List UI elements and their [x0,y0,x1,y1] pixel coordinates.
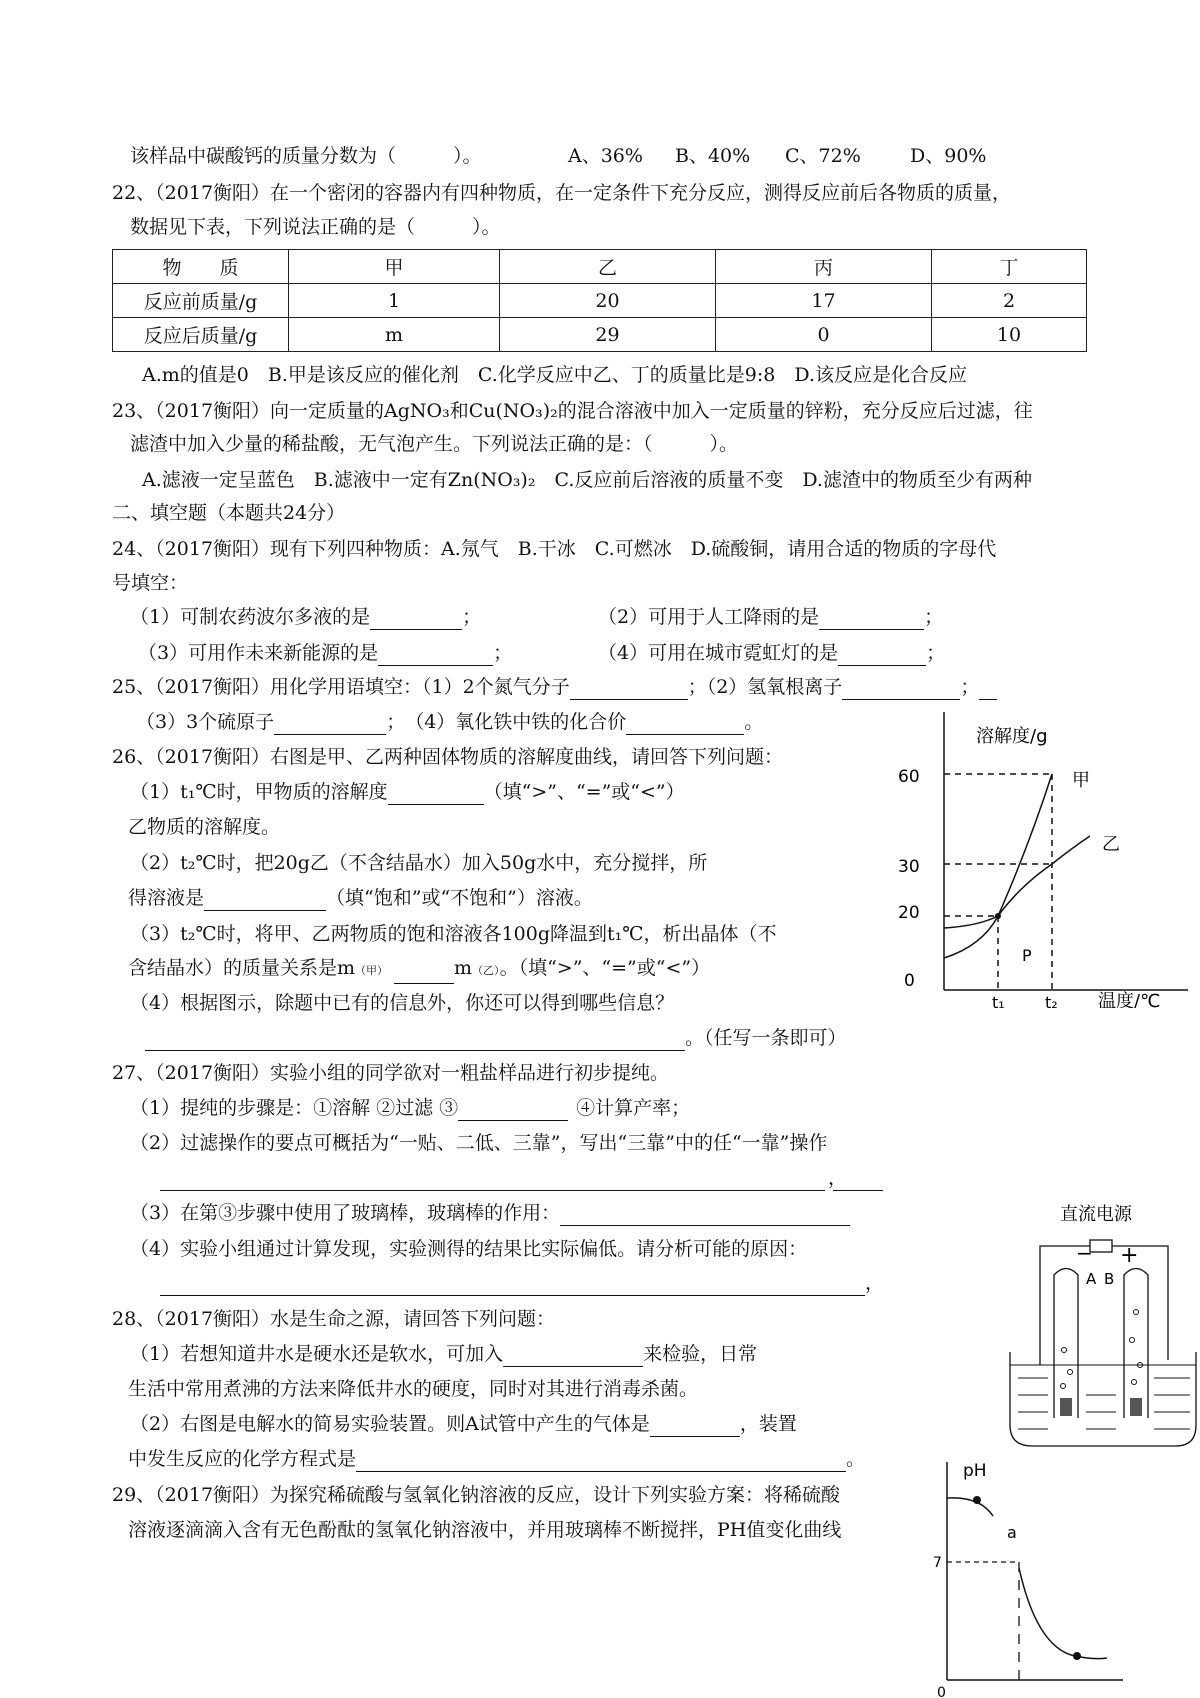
table-row [113,318,1087,352]
q26-stem: 26、（2017衡阳）右图是甲、乙两种固体物质的溶解度曲线，请回答下列问题： [112,746,784,768]
q21-option-b: B、40% [675,145,751,167]
table-header-row [113,250,1087,284]
tube-a-label: A [1086,1270,1097,1288]
q23-options: A.滤液一定呈蓝色 B.滤液中一定有Zn(NO₃)₂ C.反应前后溶液的质量不变 D.滤渣中的物质至少有两种 [142,469,1032,491]
table-cell: 反应后质量/g [113,318,289,352]
table-cell: 反应前质量/g [113,284,289,318]
answer-blank[interactable] [370,609,462,630]
gas-bubble [1061,1384,1066,1389]
y-axis-label: 溶解度/g [976,726,1048,747]
q26-item-1-cont: 乙物质的溶解度。 [128,816,281,838]
gas-bubble [1062,1348,1067,1353]
q24-item-4: （4）可用在城市霓虹灯的是 ； [598,642,946,664]
test-tube-b [1124,1269,1148,1419]
q24-item-3: （3）可用作未来新能源的是 ； [138,642,513,664]
tube-b-label: B [1104,1270,1115,1288]
q27-stem: 27、（2017衡阳）实验小组的同学欲对一粗盐样品进行初步提纯。 [112,1062,670,1084]
electrolysis-apparatus-figure [1008,1200,1198,1450]
q28-item-1: （1）若想知道井水是硬水还是软水，可加入 来检验，日常 [130,1343,758,1365]
x-axis-label: 温度/℃ [1098,991,1161,1008]
answer-blank[interactable] [274,714,386,735]
y-axis-label: pH [963,1461,987,1481]
gas-bubble [1068,1370,1073,1375]
q22-options: A.m的值是0 B.甲是该反应的催化剂 C.化学反应中乙、丁的质量比是9:8 D.该反应是化合反应 [142,364,967,386]
table-header-cell: 丙 [716,250,932,284]
answer-blank[interactable] [160,1170,825,1191]
electrode-b [1130,1398,1142,1416]
q27-item-3: （3）在第③步骤中使用了玻璃棒，玻璃棒的作用： [130,1200,850,1226]
curve-yi [944,836,1090,928]
q28-item-2-cont: 中发生反应的化学方程式是 。 [128,1448,866,1470]
table-header-cell: 乙 [500,250,716,284]
q28-item-2: （2）右图是电解水的简易实验装置。则A试管中产生的气体是 ，装置 [130,1413,797,1435]
table-cell: 29 [500,318,716,352]
answer-blank[interactable] [503,1346,643,1367]
test-tube-a [1054,1269,1078,1419]
q24-item-1: （1）可制农药波尔多液的是 ； [130,606,482,628]
y-tick-label: 60 [898,767,920,787]
q24-item-2: （2）可用于人工降雨的是 ； [598,606,944,628]
minus-sign: − [1076,1241,1093,1265]
q21-option-d: D、90% [910,145,987,167]
water-trough [1010,1352,1196,1446]
answer-blank[interactable] [626,714,744,735]
q26-item-3: （3）t₂℃时，将甲、乙两物质的饱和溶液各100g降温到t₁℃，析出晶体（不 [130,923,777,945]
q23-stem-line1: 23、（2017衡阳）向一定质量的AgNO₃和Cu(NO₃)₂的混合溶液中加入一定质量的锌粉，充分反应后过滤，往 [112,400,1033,422]
table-cell: 20 [500,284,716,318]
answer-blank[interactable] [378,645,493,666]
point-p-label: P [1022,946,1032,965]
answer-blank[interactable] [570,679,688,700]
x-tick-label: t₂ [1045,993,1058,1008]
y-tick-label: 20 [898,903,920,923]
q26-item-2-cont: 得溶液是 （填“饱和”或“不饱和”）溶液。 [128,887,593,909]
answer-blank[interactable] [160,1275,865,1296]
q27-item-2-answer: ， [160,1165,883,1191]
table-header-cell: 丁 [932,250,1087,284]
answer-blank[interactable] [356,1451,846,1472]
circuit-wire [1040,1246,1168,1365]
gas-bubble [1134,1310,1139,1315]
point-end [1073,1652,1081,1660]
table-cell: m [289,318,500,352]
q27-item-2: （2）过滤操作的要点可概括为“一贴、二低、三靠”，写出“三靠”中的任“一靠”操作 [130,1132,828,1154]
q27-item-4-answer: ， [160,1270,884,1296]
point-a-label: a [1007,1523,1017,1542]
q22-stem-line2: 数据见下表，下列说法正确的是（ ）。 [130,216,501,238]
answer-blank[interactable] [979,679,997,700]
q22-stem-line1: 22、（2017衡阳）在一个密闭的容器内有四种物质，在一定条件下充分反应，测得反应前后各物质的质量， [112,182,1012,204]
curve-jia-label: 甲 [1072,770,1090,791]
point-start [973,1496,981,1504]
table-header-cell: 甲 [289,250,500,284]
q29-stem-line1: 29、（2017衡阳）为探究稀硫酸与氢氧化钠溶液的反应，设计下列实验方案：将稀硫酸 [112,1484,841,1506]
q22-data-table [112,249,1087,352]
answer-blank[interactable] [458,1100,568,1121]
q24-stem-line1: 24、（2017衡阳）现有下列四种物质：A.氖气 B.干冰 C.可燃冰 D.硫酸铜，请用合适的物质的字母代 [112,538,997,560]
answer-blank[interactable] [560,1205,850,1226]
q28-item-1-cont: 生活中常用煮沸的方法来降低井水的硬度，同时对其进行消毒杀菌。 [128,1378,699,1400]
y-tick-label: 0 [904,971,915,991]
table-cell: 17 [716,284,932,318]
q26-item-1: （1）t₁℃时，甲物质的溶解度 （填“>”、“=”或“<”） [130,781,685,803]
q21-option-c: C、72% [785,145,861,167]
answer-blank[interactable] [819,609,924,630]
q26-item-2: （2）t₂℃时，把20g乙（不含结晶水）加入50g水中，充分搅拌，所 [130,852,708,874]
ph-curve-figure [925,1458,1125,1698]
point-p [995,913,1001,919]
table-header-cell: 物 质 [113,250,289,284]
y-tick-label: 7 [933,1555,942,1571]
q27-item-4: （4）实验小组通过计算发现，实验测得的结果比实际偏低。请分析可能的原因： [130,1238,808,1260]
table-cell: 0 [716,318,932,352]
power-terminal [1090,1240,1112,1252]
answer-blank[interactable] [842,679,960,700]
gas-bubble [1130,1338,1135,1343]
answer-blank[interactable] [650,1416,740,1437]
q27-item-1: （1）提纯的步骤是：①溶解 ②过滤 ③ ④计算产率； [130,1097,691,1119]
x-tick-label: t₁ [992,993,1005,1008]
table-cell: 10 [932,318,1087,352]
table-row [113,284,1087,318]
q21-stem: 该样品中碳酸钙的质量分数为（ ）。 [130,145,482,167]
answer-blank[interactable] [204,890,326,911]
answer-blank[interactable] [145,1030,685,1051]
solubility-curve-figure [890,708,1190,1008]
gas-bubble [1132,1380,1137,1385]
q26-item-4-answer: 。（任写一条即可） [145,1025,847,1051]
plus-sign: + [1120,1243,1139,1268]
curve-yi-label: 乙 [1102,834,1120,855]
section-heading: 二、填空题（本题共24分） [112,502,346,524]
table-cell: 1 [289,284,500,318]
answer-blank[interactable] [838,645,926,666]
q21-option-a: A、36% [568,145,643,167]
y-tick-label: 30 [898,857,920,877]
figure-title: 直流电源 [1060,1204,1132,1225]
ph-curve-upper [947,1498,993,1516]
q25-line1: 25、（2017衡阳）用化学用语填空：（1）2个氮气分子 ；（2）氢氧根离子 ； [112,674,997,700]
q25-line2: （3）3个硫原子 ； （4）氧化铁中铁的化合价 。 [136,711,764,733]
table-cell: 2 [932,284,1087,318]
q24-stem-line2: 号填空： [112,572,189,594]
electrode-a [1060,1398,1072,1416]
answer-blank[interactable] [394,963,454,984]
q26-item-3-cont: 含结晶水）的质量关系是m（甲） m（乙）。（填“>”、“=”或“<”） [128,955,710,984]
q26-item-4: （4）根据图示，除题中已有的信息外，你还可以得到哪些信息？ [130,992,675,1014]
answer-blank[interactable] [388,784,484,805]
ph-curve-lower [1019,1568,1107,1659]
q23-stem-line2: 滤渣中加入少量的稀盐酸，无气泡产生。下列说法正确的是：（ ）。 [130,433,739,455]
q28-stem: 28、（2017衡阳）水是生命之源，请回答下列问题： [112,1308,556,1330]
origin-label: 0 [937,1685,946,1698]
q29-stem-line2: 溶液逐滴滴入含有无色酚酞的氢氧化钠溶液中，并用玻璃棒不断搅拌，PH值变化曲线 [128,1519,842,1541]
